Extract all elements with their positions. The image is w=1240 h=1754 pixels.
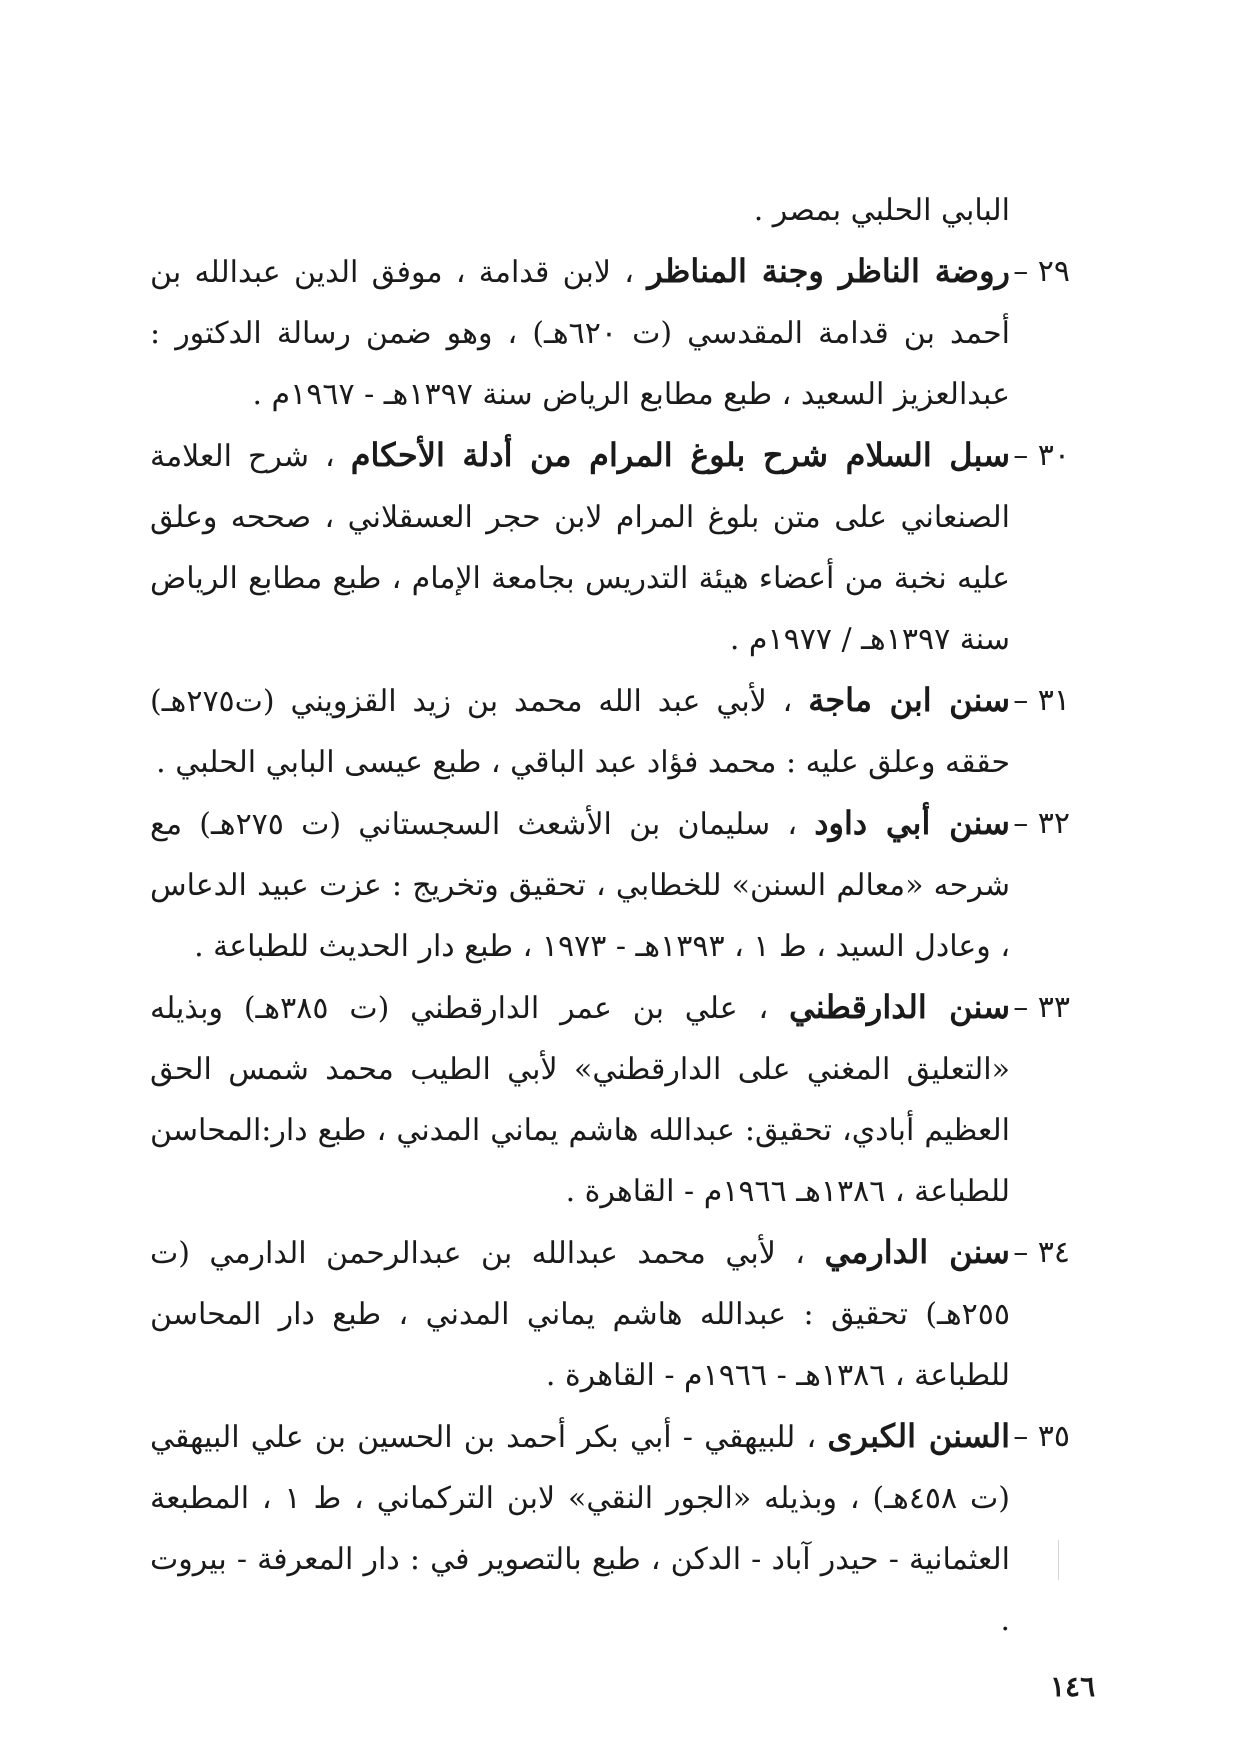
entry-title: سنن ابن ماجة [808, 681, 1011, 719]
entry-number: ٣٤ – [1013, 1235, 1070, 1270]
bibliography-entry-34 [150, 1222, 1070, 1406]
entry-title: سبل السلام شرح بلوغ المرام من أدلة الأحكام [350, 436, 1011, 474]
bibliography-entry-29 [150, 241, 1070, 425]
bibliography-entry-31 [150, 670, 1070, 793]
margin-mark [1058, 1540, 1059, 1580]
entry-number: ٣٣ – [1013, 990, 1070, 1025]
entry-number: ٣١ – [1013, 683, 1070, 718]
entry-number: ٣٠ – [1013, 438, 1070, 473]
entry-text: ، للبيهقي - أبي بكر أحمد بن الحسين بن علي البيهقي (ت ٤٥٨هـ) ، وبذيله «الجور النقي» لابن التركماني ، ط ١ ، المطبعة العثمانية - حيدر آباد - الدكن ، طبع بالتصوير في : دار المعرفة - بيروت . [150, 1420, 1010, 1638]
entry-text: ، سليمان بن الأشعث السجستاني (ت ٢٧٥هـ) مع شرحه «معالم السنن» للخطابي ، تحقيق وتخريج : عزت عبيد الدعاس ، وعادل السيد ، ط ١ ، ١٣٩٣هـ - ١٩٧٣ ، طبع دار الحديث للطباعة . [150, 807, 1010, 964]
entry-title: روضة الناظر وجنة المناظر [647, 252, 1010, 290]
continuation-line: البابي الحلبي بمصر . [753, 193, 1010, 228]
bibliography-entry-35 [150, 1406, 1070, 1651]
entry-number: ٣٢ – [1013, 806, 1070, 841]
entry-text: ، لأبي محمد عبدالله بن عبدالرحمن الدارمي (ت ٢٥٥هـ) تحقيق : عبدالله هاشم يماني المدني ، طبع دار المحاسن للطباعة ، ١٣٨٦هـ - ١٩٦٦م - القاهرة . [150, 1236, 1010, 1393]
entry-text: ، شرح العلامة الصنعاني على متن بلوغ المرام لابن حجر العسقلاني ، صححه وعلق عليه نخبة من أعضاء هيئة التدريس بجامعة الإمام ، طبع مطابع الرياض سنة ١٣٩٧هـ / ١٩٧٧م . [150, 439, 1010, 657]
bibliography-list [150, 180, 1070, 1651]
bibliography-entry-33 [150, 977, 1070, 1222]
entry-number: ٢٩ – [1013, 254, 1070, 289]
entry-title: سنن الدارمي [824, 1233, 1010, 1271]
bibliography-entry-30 [150, 425, 1070, 670]
entry-title: سنن الدارقطني [789, 988, 1010, 1026]
entry-title: السنن الكبرى [827, 1417, 1011, 1455]
entry-text: ، علي بن عمر الدارقطني (ت ٣٨٥هـ) وبذيله «التعليق المغني على الدارقطني» لأبي الطيب محمد شمس الحق العظيم أبادي، تحقيق: عبدالله هاشم يماني المدني ، طبع دار:المحاسن للطباعة ، ١٣٨٦هـ ١٩٦٦م - القاهرة . [150, 991, 1010, 1209]
entry-title: سنن أبي داود [814, 804, 1010, 842]
entry-text: ، لأبي عبد الله محمد بن زيد القزويني (ت٢٧٥هـ) حققه وعلق عليه : محمد فؤاد عبد الباقي ، طبع عيسى البابي الحلبي . [150, 684, 1010, 780]
entry-text: ، لابن قدامة ، موفق الدين عبدالله بن أحمد بن قدامة المقدسي (ت ٦٢٠هـ) ، وهو ضمن رسالة الدكتور : عبدالعزيز السعيد ، طبع مطابع الرياض سنة ١٣٩٧هـ - ١٩٦٧م . [150, 255, 1010, 412]
bibliography-entry-32 [150, 793, 1070, 977]
entry-number: ٣٥ – [1013, 1419, 1070, 1454]
page-number: ١٤٦ [1050, 1670, 1096, 1703]
